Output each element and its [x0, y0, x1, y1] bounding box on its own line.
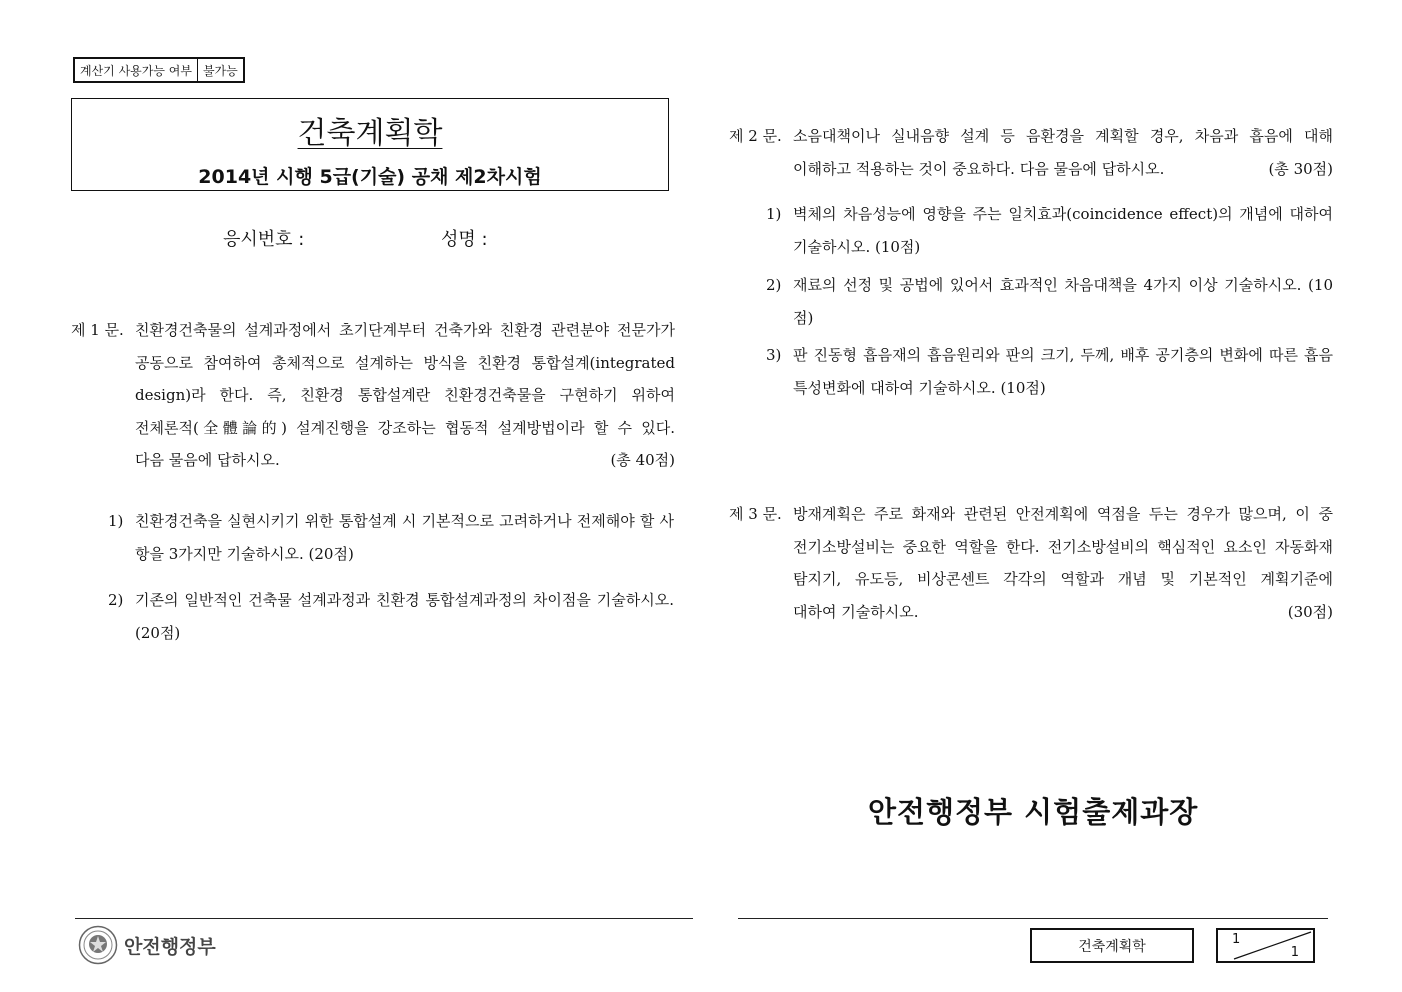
- footer-subject: 건축계획학: [1078, 938, 1146, 955]
- question-1-line: 친환경건축물의 설계과정에서 초기단계부터 건축가와 친환경 관련분야 전문가가: [135, 321, 675, 339]
- question-2-sub-3: [766, 339, 1333, 404]
- question-1-points: (총 40점): [610, 451, 675, 469]
- question-2: [729, 120, 1333, 185]
- question-1-line: 전체론적(全體論的) 설계진행을 강조하는 협동적 설계방법이라 할 수 있다.: [135, 418, 675, 437]
- question-1: [71, 314, 675, 477]
- question-1-line: design)라 한다. 즉, 친환경 통합설계란 친환경건축물을 구현하기 위하여: [135, 386, 675, 404]
- question-2-last-line: 이해하고 적용하는 것이 중요하다. 다음 물음에 답하시오.: [793, 159, 1165, 178]
- question-2-head: 제 2 문.: [729, 127, 782, 145]
- sub-text: 판 진동형 흡음재의 흡음원리와 판의 크기, 두께, 배후 공기층의 변화에 따른 흡음특성변화에 대하여 기술하시오. (10점): [793, 346, 1333, 397]
- page-current: 1: [1232, 932, 1241, 947]
- question-2-sub-2: [766, 269, 1333, 334]
- issuer-signature: 안전행정부 시험출제과장: [868, 795, 1199, 829]
- sub-text: 기존의 일반적인 건축물 설계과정과 친환경 통합설계과정의 차이점을 기술하시오. (20점): [135, 591, 674, 642]
- question-1-sub-1: [108, 505, 674, 570]
- question-3-line: 방재계획은 주로 화재와 관련된 안전계획에 역점을 두는 경우가 많으며, 이 중: [793, 505, 1333, 523]
- exam-number-label: 응시번호 :: [223, 229, 305, 250]
- page-total: 1: [1290, 945, 1299, 960]
- question-3: [729, 498, 1333, 628]
- question-1-last-line: 다음 물음에 답하시오.: [135, 451, 280, 469]
- exam-subtitle: 2014년 시행 5급(기술) 공채 제2차시험: [198, 166, 542, 188]
- sub-number: 2): [766, 276, 782, 294]
- question-3-line: 전기소방설비는 중요한 역할을 한다. 전기소방설비의 핵심적인 요소인 자동화재: [793, 537, 1333, 556]
- question-3-last-line: 대하여 기술하시오.: [793, 602, 919, 621]
- sub-text: 재료의 선정 및 공법에 있어서 효과적인 차음대책을 4가지 이상 기술하시오. (10점): [793, 276, 1333, 327]
- ministry-logo-text: 안전행정부: [124, 935, 216, 958]
- calculator-value: 불가능: [202, 63, 238, 78]
- title-box: [71, 98, 669, 191]
- ministry-emblem-icon: [78, 925, 118, 965]
- question-3-head: 제 3 문.: [729, 505, 782, 523]
- name-label: 성명 :: [441, 229, 488, 250]
- question-2-sub-1: [766, 198, 1333, 263]
- ministry-logo: [78, 925, 216, 965]
- question-1-sub-2: [108, 584, 674, 649]
- footer-subject-box: [1030, 928, 1194, 963]
- question-1-head: 제 1 문.: [71, 321, 124, 339]
- sub-number: 1): [766, 205, 782, 223]
- sub-text: 친환경건축을 실현시키기 위한 통합설계 시 기본적으로 고려하거나 전제해야 할 사항을 3가지만 기술하시오. (20점): [135, 512, 674, 563]
- sub-number: 3): [766, 346, 782, 364]
- sub-number: 1): [108, 512, 124, 530]
- sub-text: 벽체의 차음성능에 영향을 주는 일치효과(coincidence effect)의 개념에 대하여 기술하시오. (10점): [793, 205, 1333, 256]
- page-number-box: [1216, 928, 1315, 963]
- sub-number: 2): [108, 591, 124, 609]
- question-3-line: 탐지기, 유도등, 비상콘센트 각각의 역할과 개념 및 기본적인 계획기준에: [793, 570, 1333, 588]
- footer-divider-right: [738, 918, 1328, 919]
- question-2-line: 소음대책이나 실내음향 설계 등 음환경을 계획할 경우, 차음과 흡음에 대해: [793, 127, 1333, 145]
- calculator-label: 계산기 사용가능 여부: [75, 59, 198, 81]
- footer-divider-left: [75, 918, 693, 919]
- calculator-usage-box: [73, 57, 245, 83]
- question-1-line: 공동으로 참여하여 총체적으로 설계하는 방식을 친환경 통합설계(integrated: [135, 353, 675, 372]
- question-2-points: (총 30점): [1268, 159, 1333, 178]
- question-3-points: (30점): [1287, 602, 1333, 621]
- subject-title: 건축계획학: [297, 116, 443, 151]
